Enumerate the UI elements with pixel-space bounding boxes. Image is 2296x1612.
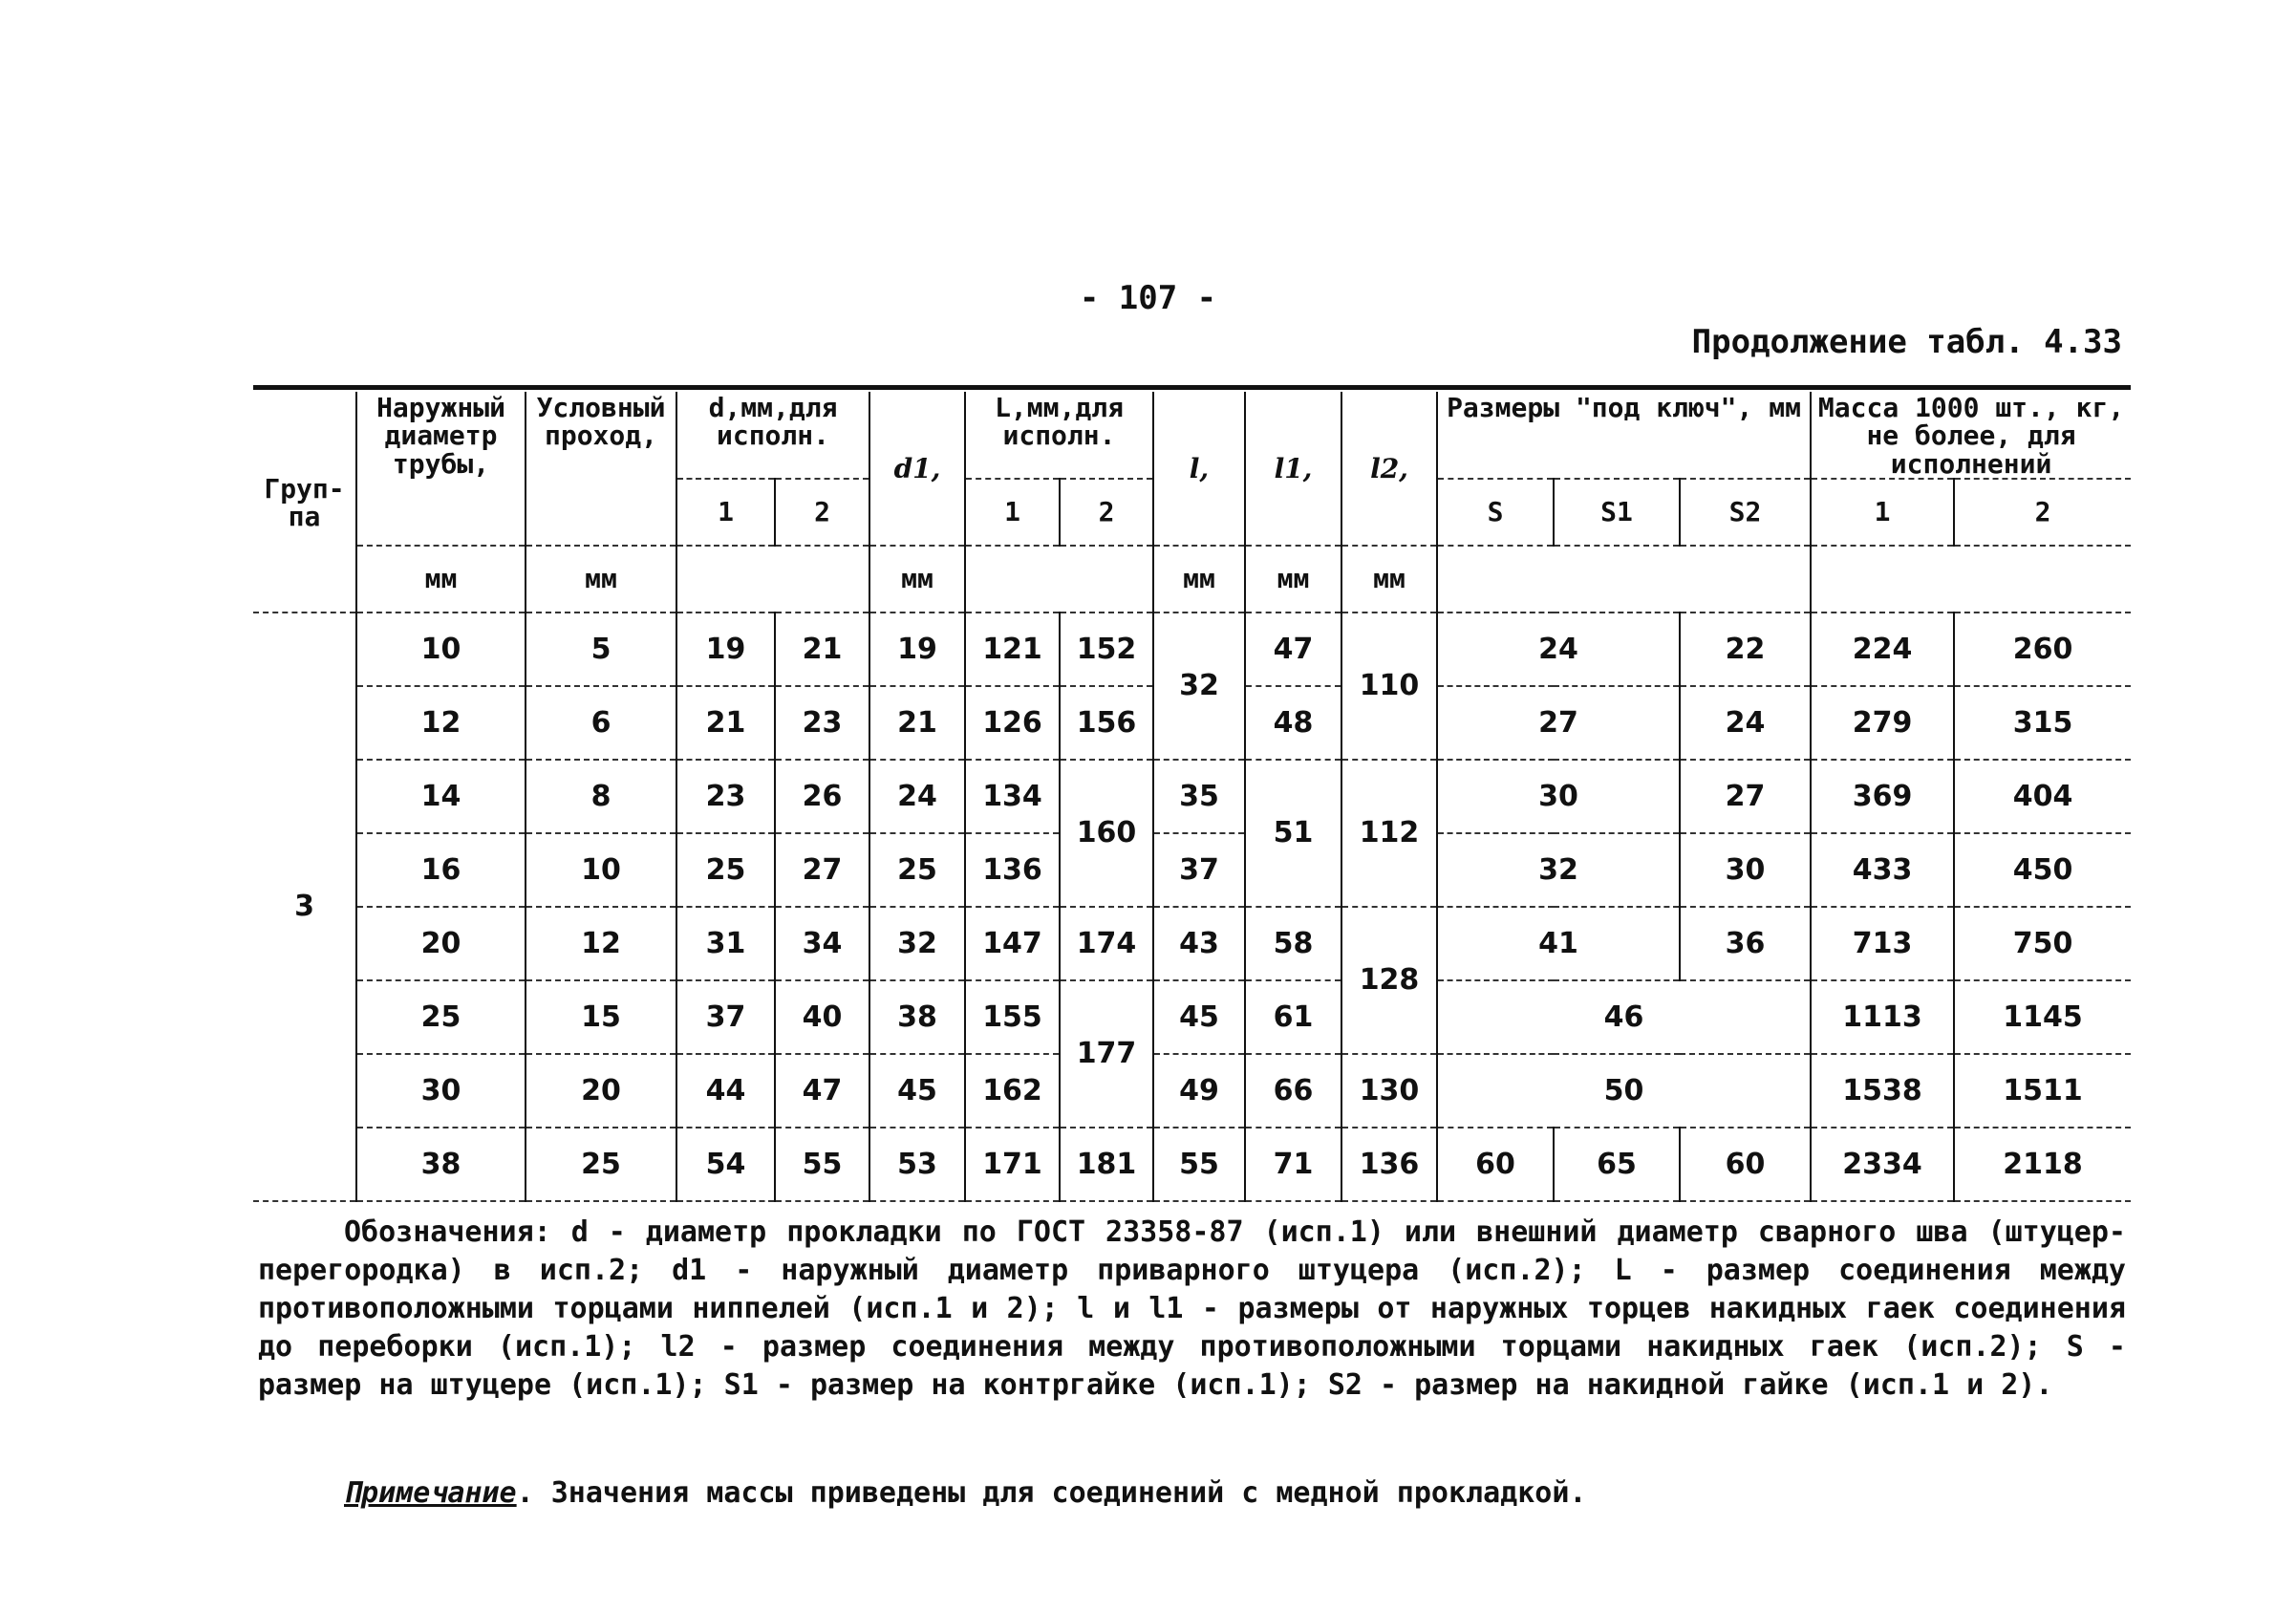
table-row: 14 8 23 26 24 134 160 35 51 112 30 27 369 404 [253,760,2131,833]
header-d: d,мм,для исполн. [676,392,869,479]
header-S2: S2 [1680,479,1811,546]
table-row: 25 15 37 40 38 155 177 45 61 46 1113 1145 [253,980,2131,1054]
header-l: l, [1153,392,1245,546]
table-top-rule [253,385,2131,390]
header-L-exec-1: 1 [965,479,1060,546]
unit-mm-d1: мм [869,546,965,613]
header-row-mm [253,546,2131,613]
header-mass-exec-2: 2 [1954,479,2131,546]
header-l2: l2, [1341,392,1437,546]
header-mass: Масса 1000 шт., кг, не более, для исполнений [1811,392,2131,479]
header-l1: l1, [1245,392,1341,546]
table-continuation-label: Продолжение табл. 4.33 [1691,323,2122,361]
header-outer-diameter: Наружный диаметр трубы, [356,392,526,546]
header-group: Груп-па [253,392,356,613]
page-number: - 107 - [1079,279,1217,317]
header-S: S [1437,479,1554,546]
header-d1: d1, [869,392,965,546]
table-row: 12 6 21 23 21 126 156 48 27 24 279 315 [253,686,2131,760]
note-label: Примечание [344,1476,517,1510]
header-d-exec-2: 2 [775,479,869,546]
unit-mm-l1: мм [1245,546,1341,613]
header-mass-exec-1: 1 [1811,479,1954,546]
header-L: L,мм,для исполн. [965,392,1153,479]
header-d-exec-1: 1 [676,479,775,546]
table-row: 16 10 25 27 25 136 37 32 30 433 450 [253,833,2131,907]
group-cell: 3 [253,613,356,1201]
table-row: 38 25 54 55 53 171 181 55 71 136 60 65 60 2334 2118 [253,1128,2131,1201]
header-L-exec-2: 2 [1060,479,1153,546]
unit-mm-l2: мм [1341,546,1437,613]
table-row: 20 12 31 34 32 147 174 43 58 128 41 36 713 750 [253,907,2131,980]
legend-paragraph: Обозначения: d - диаметр прокладки по ГОСТ 23358-87 (исп.1) или внешний диаметр сварного шва (штуцер-перегородка) в исп.2; d1 - наружный диаметр приварного штуцера (исп.2); L - размер соединения между противоположными торцами ниппелей (исп.1 и 2); l и l1 - размеры от наружных торцев накидных гаек соединения до переборки (исп.1); l2 - размер соединения между противоположными торцами накидных гаек (исп.2); S - размер на штуцере (исп.1); S1 - размер на контргайке (исп.1); S2 - размер на накидной гайке (исп.1 и 2). [258,1215,2126,1402]
unit-mm-dn: мм [526,546,676,613]
table-row: 30 20 44 47 45 162 49 66 130 50 1538 1511 [253,1054,2131,1128]
note-paragraph [344,1476,1586,1510]
unit-mm-od: мм [356,546,526,613]
header-S1: S1 [1554,479,1680,546]
header-wrench-sizes: Размеры "под ключ", мм [1437,392,1811,479]
unit-mm-l: мм [1153,546,1245,613]
table-row: 3 10 5 19 21 19 121 152 32 47 110 24 22 224 260 [253,613,2131,686]
data-table [253,392,2131,1202]
note-text: . Значения массы приведены для соединений с медной прокладкой. [516,1476,1587,1510]
header-nominal-bore: Условный проход, [526,392,676,546]
